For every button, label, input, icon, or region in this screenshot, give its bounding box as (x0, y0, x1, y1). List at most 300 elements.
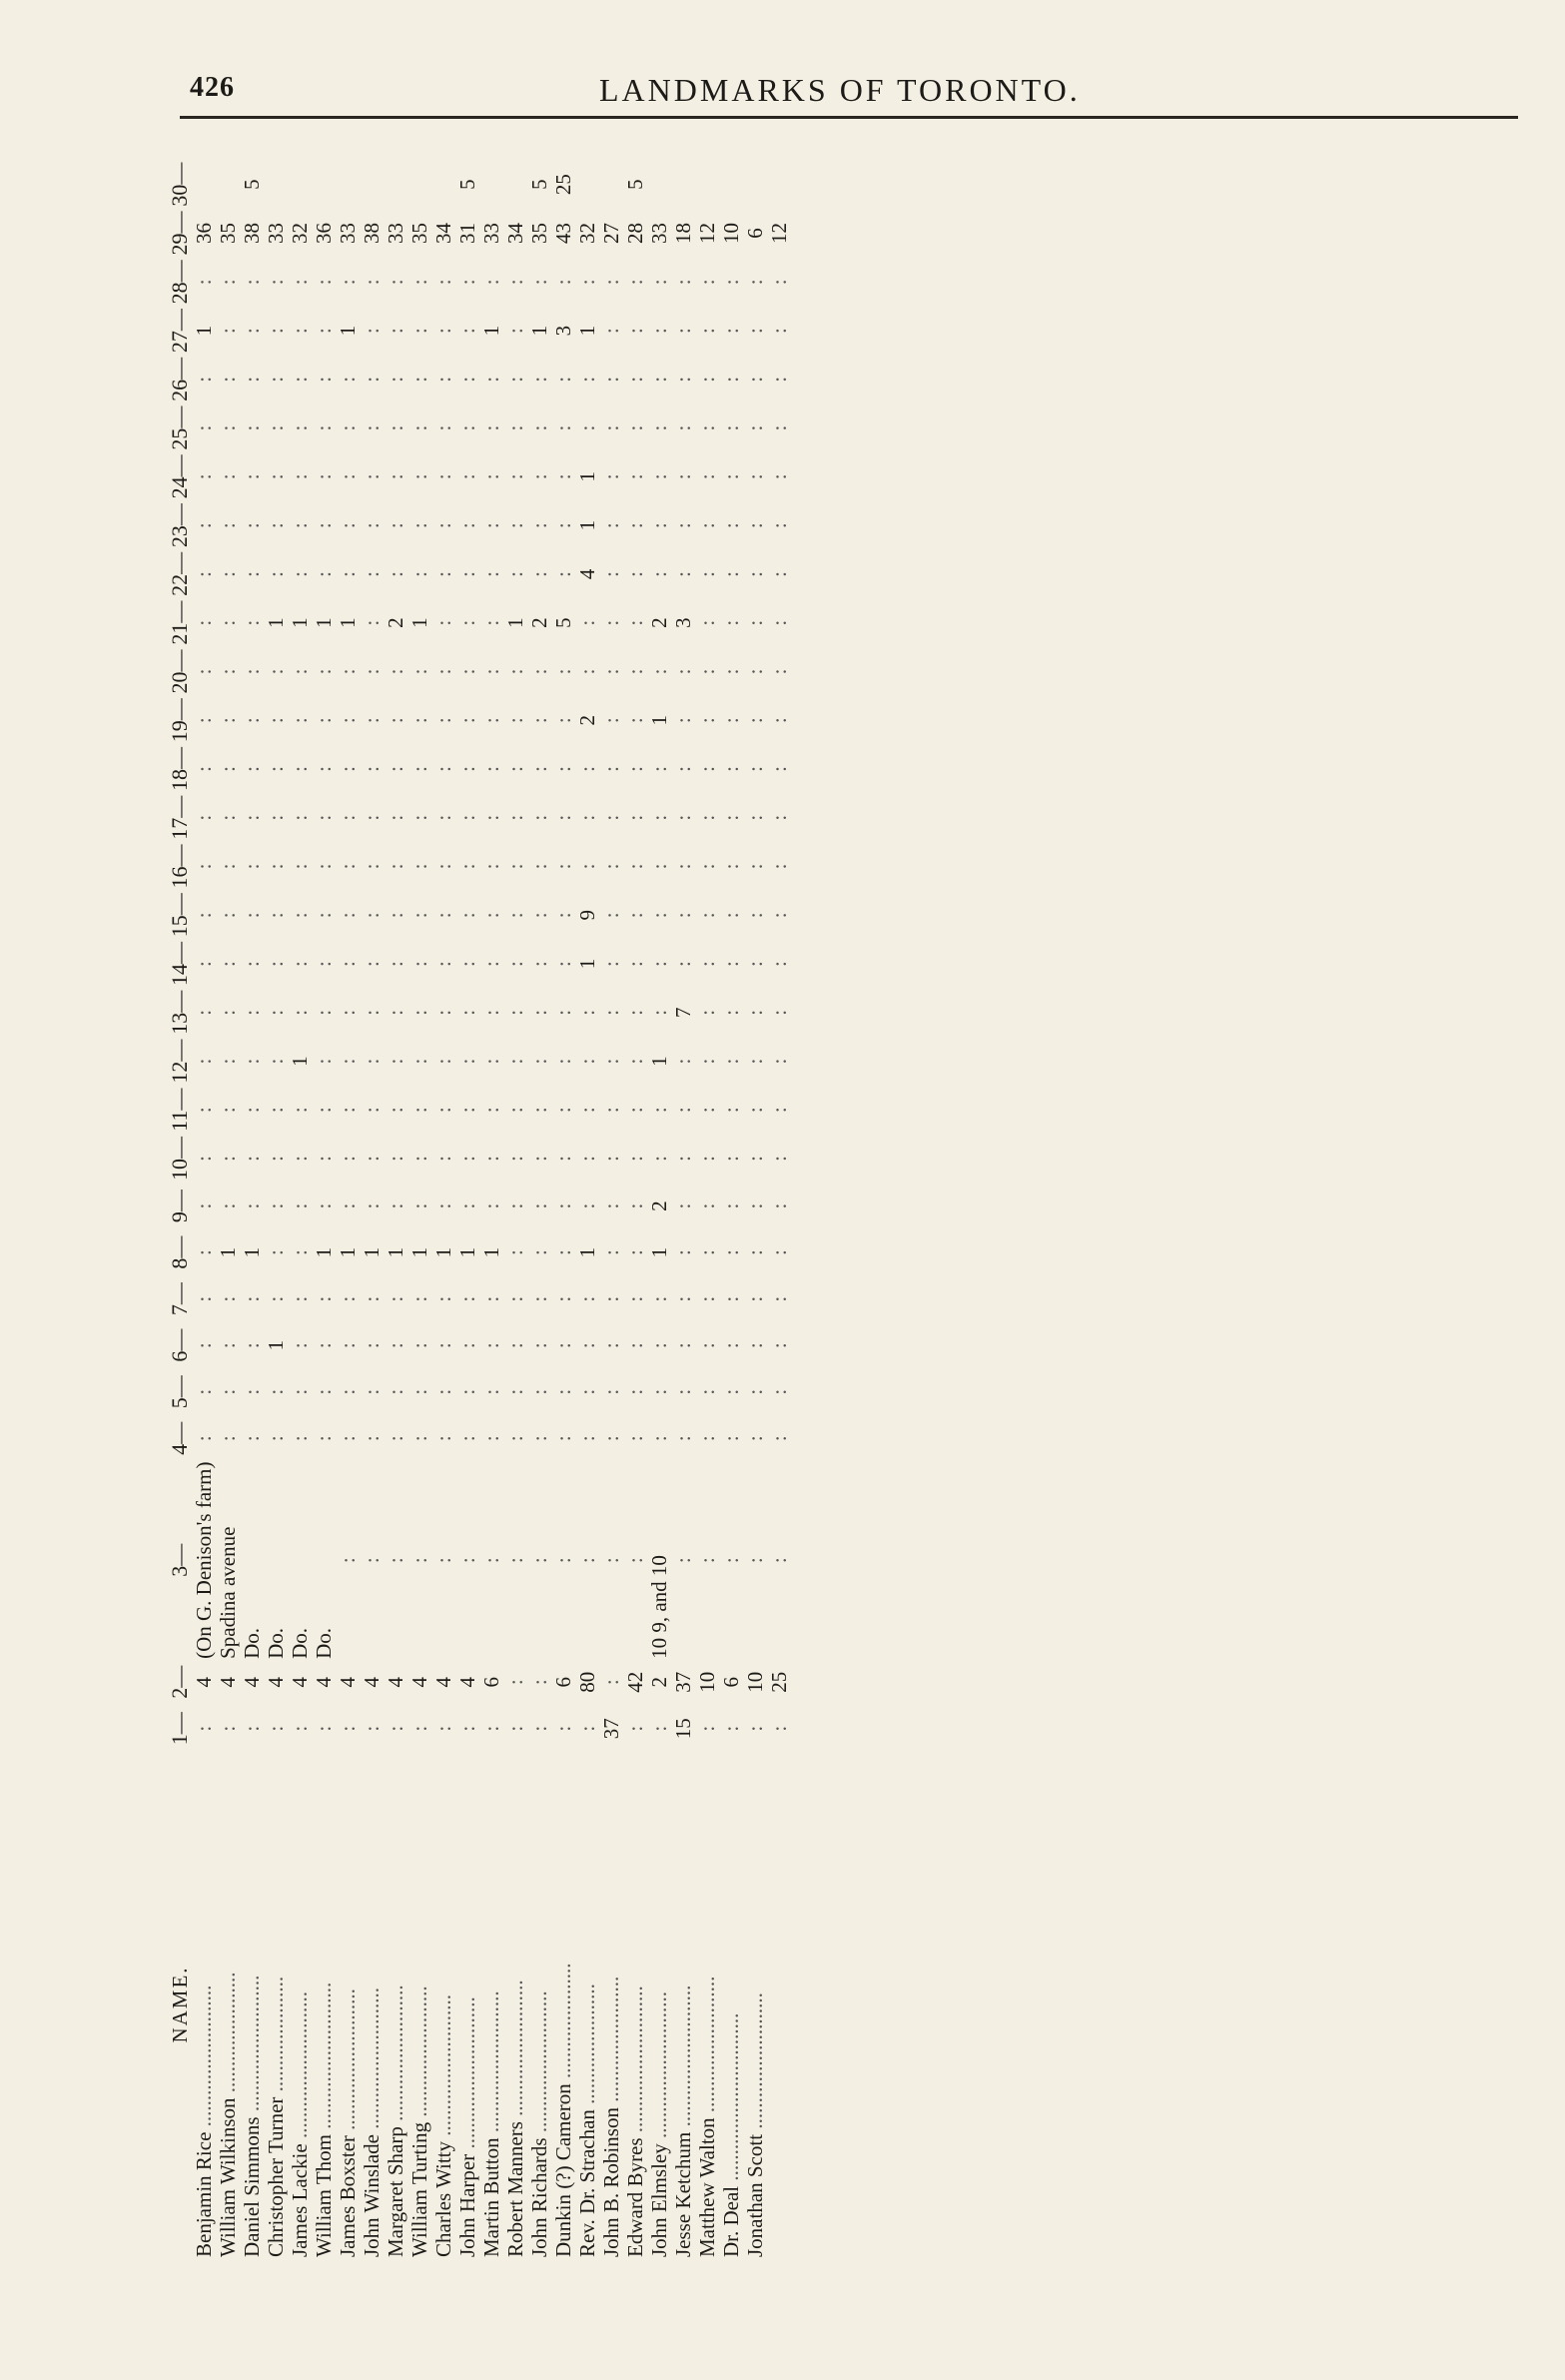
lot-cell: : (599, 961, 623, 967)
lot-cell: : (503, 961, 527, 967)
lot-cell: : (695, 1009, 719, 1016)
lot-cell: : (336, 1107, 360, 1114)
lot-cell: : (719, 1202, 743, 1209)
lot-cell: : (575, 1388, 599, 1395)
owner-name: Dunkin (?) Cameron ...................... (551, 1963, 575, 2257)
lot-cell: : (336, 1342, 360, 1349)
lot-cell: : (192, 1295, 216, 1302)
table-row (312, 160, 336, 2257)
lot-cell: : (455, 668, 479, 675)
lot-cell: : (599, 912, 623, 919)
lot-cell: : (455, 424, 479, 431)
table-row (743, 160, 767, 2257)
lot-header-22: 22— (167, 551, 192, 596)
lot-cell: : (312, 1725, 336, 1732)
lot-cell: 1 (288, 617, 312, 628)
table-row (719, 160, 743, 2257)
lot-cell: : (216, 279, 240, 286)
farm-note: (On G. Denison's farm) (192, 1461, 216, 1659)
lot-cell: : (767, 424, 791, 431)
lot-cell: : (551, 814, 575, 821)
lot-cell: : (479, 912, 503, 919)
owner-name: Benjamin Rice ........................... (192, 1984, 216, 2257)
lot-cell: : (336, 1156, 360, 1162)
lot-cell: : (192, 619, 216, 626)
lot-cell: : (527, 863, 551, 870)
header-rule (180, 116, 1518, 119)
lot-cell: : (264, 1009, 288, 1016)
lot-cell: 4 (407, 1676, 431, 1688)
owner-name: James Boxster ........................... (336, 1988, 360, 2257)
lot-cell: : (695, 424, 719, 431)
lot-cell: : (695, 328, 719, 334)
lot-header-8: 8— (167, 1235, 192, 1269)
lot-cell: 6 (479, 1676, 503, 1688)
lot-cell: : (623, 1295, 647, 1302)
lot-cell: : (288, 1202, 312, 1209)
lot-header-16: 16— (167, 844, 192, 889)
lot-cell: 31 (455, 223, 479, 245)
lot-cell: : (479, 961, 503, 967)
lot-cell: : (623, 1249, 647, 1256)
ditto-note: Do. (264, 1628, 288, 1659)
lot-cell: : (360, 570, 384, 577)
lot-cell: 1 (479, 1246, 503, 1258)
lot-cell: : (551, 570, 575, 577)
lot-cell: : (360, 619, 384, 626)
lot-cell: : (599, 1009, 623, 1016)
lot-cell: : (695, 522, 719, 529)
lot-cell: : (479, 1009, 503, 1016)
lot-cell: : (695, 376, 719, 383)
lot-cell: : (407, 1388, 431, 1395)
lot-header-30: 30— (167, 162, 192, 207)
lot-cell: : (360, 863, 384, 870)
lot-cell: : (503, 1009, 527, 1016)
lot-cell: : (599, 424, 623, 431)
lot-header-29: 29— (167, 211, 192, 256)
lot-cell: : (431, 1058, 455, 1065)
lot-cell: : (647, 961, 671, 967)
owner-name: John Harper ............................. (455, 1996, 479, 2257)
lot-cell: : (192, 570, 216, 577)
lot-cell: : (623, 668, 647, 675)
lot-cell: : (479, 1202, 503, 1209)
lot-cell: 33 (336, 223, 360, 245)
lot-cell: : (599, 619, 623, 626)
lot-cell: : (264, 279, 288, 286)
table-row (288, 160, 312, 2257)
lot-cell: : (695, 1249, 719, 1256)
lot-cell: : (431, 1295, 455, 1302)
lot-header-11: 11— (167, 1088, 192, 1132)
lot-cell: : (216, 1725, 240, 1732)
lot-cell: 4 (312, 1676, 336, 1688)
lot-cell: : (671, 1342, 695, 1349)
lot-cell: : (407, 766, 431, 772)
lot-cell: : (264, 961, 288, 967)
lot-cell: : (551, 1058, 575, 1065)
lot-cell: : (695, 1295, 719, 1302)
lot-cell: : (599, 1249, 623, 1256)
lot-cell: : (240, 1107, 264, 1114)
lot-cell: : (312, 814, 336, 821)
lot-cell: : (719, 1156, 743, 1162)
lot-cell: : (407, 1557, 431, 1564)
owner-name: Matthew Walton .......................... (695, 1976, 719, 2257)
lot-cell: : (551, 1009, 575, 1016)
lot-cell: : (288, 1388, 312, 1395)
lot-cell: : (192, 424, 216, 431)
lot-cell: : (312, 1009, 336, 1016)
lot-cell: : (551, 279, 575, 286)
lot-cell: : (264, 863, 288, 870)
lot-cell: : (240, 328, 264, 334)
lot-cell: : (312, 328, 336, 334)
lot-cell: : (719, 522, 743, 529)
lot-cell: : (503, 376, 527, 383)
lot-cell: : (671, 1107, 695, 1114)
lot-cell (264, 160, 288, 209)
lot-cell: : (431, 1009, 455, 1016)
table-row (336, 160, 360, 2257)
lot-cell: : (527, 1388, 551, 1395)
lot-cell: : (575, 1107, 599, 1114)
lot-cell: : (360, 1156, 384, 1162)
lot-cell: : (360, 717, 384, 724)
lot-cell: : (671, 1557, 695, 1564)
lot-cell: : (240, 1725, 264, 1732)
lots-note: 10 9, and 10 (647, 1555, 671, 1659)
lot-cell: : (503, 1557, 527, 1564)
lot-cell: : (743, 570, 767, 577)
lot-cell: : (288, 1295, 312, 1302)
lot-cell: 1 (288, 1056, 312, 1067)
owner-name: Jonathan Scott .......................... (743, 1992, 767, 2257)
lot-cell: : (623, 279, 647, 286)
lot-cell: : (671, 961, 695, 967)
lot-cell: : (336, 522, 360, 529)
owner-name: William Turting ......................... (407, 1985, 431, 2257)
lot-cell: : (264, 522, 288, 529)
lot-cell: : (695, 766, 719, 772)
lot-cell: 4 (288, 1676, 312, 1688)
lot-cell: : (719, 279, 743, 286)
lot-cell: : (671, 1295, 695, 1302)
lot-cell: 1 (575, 519, 599, 531)
lot-cell: : (407, 328, 431, 334)
lot-cell: : (360, 424, 384, 431)
lot-cell: : (503, 766, 527, 772)
lot-cell: : (767, 1295, 791, 1302)
lot-cell: : (384, 1435, 407, 1442)
lot-cell: : (455, 1435, 479, 1442)
lot-cell: : (695, 863, 719, 870)
lot-cell: : (599, 1156, 623, 1162)
lot-cell: : (192, 279, 216, 286)
lot-cell: : (455, 328, 479, 334)
lot-cell: 2 (384, 617, 407, 628)
lot-cell (216, 160, 240, 209)
lot-cell: : (312, 863, 336, 870)
lot-cell: 33 (384, 223, 407, 245)
lot-cell (431, 160, 455, 209)
owner-name: Jesse Ketchum ........................... (671, 1984, 695, 2257)
page-header (0, 0, 1565, 140)
lot-cell: : (503, 1679, 527, 1686)
ditto-note: Do. (288, 1628, 312, 1659)
lot-cell: : (671, 1156, 695, 1162)
owner-name: James Lackie ............................ (288, 1991, 312, 2257)
lot-cell: : (527, 1435, 551, 1442)
lot-cell: : (503, 1249, 527, 1256)
lot-cell: : (503, 1725, 527, 1732)
lot-cell: : (336, 1202, 360, 1209)
lot-cell: : (527, 814, 551, 821)
lot-header-13: 13— (167, 990, 192, 1035)
lot-cell: : (551, 1435, 575, 1442)
lot-cell: : (647, 766, 671, 772)
lot-cell: : (384, 1557, 407, 1564)
lot-cell: 1 (336, 617, 360, 628)
lot-cell: : (431, 814, 455, 821)
lot-cell: : (743, 619, 767, 626)
lot-cell: : (407, 424, 431, 431)
lot-cell: : (407, 912, 431, 919)
lot-cell: : (384, 1107, 407, 1114)
lot-cell: : (503, 863, 527, 870)
lot-cell: : (623, 1009, 647, 1016)
lot-cell: : (671, 424, 695, 431)
lot-cell: : (767, 473, 791, 480)
lot-cell: : (623, 766, 647, 772)
lot-cell: : (527, 1058, 551, 1065)
lot-cell: : (599, 522, 623, 529)
lot-cell: : (240, 473, 264, 480)
lot-cell: : (479, 766, 503, 772)
lot-cell: : (647, 1107, 671, 1114)
lot-cell: : (647, 1342, 671, 1349)
lot-cell: : (312, 1058, 336, 1065)
lot-header-5: 5— (167, 1375, 192, 1409)
lot-cell: : (575, 766, 599, 772)
lot-cell: : (384, 1156, 407, 1162)
lot-cell: : (527, 912, 551, 919)
lot-cell: 1 (336, 1246, 360, 1258)
lot-cell: : (336, 717, 360, 724)
lot-cell: : (719, 1107, 743, 1114)
lot-cell: : (360, 1557, 384, 1564)
lot-cell: : (288, 668, 312, 675)
lot-cell: : (360, 279, 384, 286)
lot-cell: 5 (240, 179, 264, 190)
lot-cell: : (288, 424, 312, 431)
lot-cell: : (455, 863, 479, 870)
owner-name: Dr. Deal ................................ (719, 2012, 743, 2257)
lot-cell: : (623, 1725, 647, 1732)
lot-cell: 1 (431, 1246, 455, 1258)
lot-cell (647, 160, 671, 209)
lot-cell: : (264, 1156, 288, 1162)
lot-cell: : (647, 376, 671, 383)
lot-cell: : (240, 1388, 264, 1395)
lot-cell: : (527, 1009, 551, 1016)
lot-cell: : (647, 863, 671, 870)
table-row (479, 160, 503, 2257)
lot-cell: : (216, 570, 240, 577)
lot-cell: : (216, 912, 240, 919)
lot-cell: : (479, 279, 503, 286)
lot-cell: : (479, 668, 503, 675)
lot-cell: : (695, 473, 719, 480)
lot-cell: : (623, 424, 647, 431)
lot-cell: : (599, 1107, 623, 1114)
lot-cell: 34 (431, 223, 455, 245)
lot-cell: : (312, 1435, 336, 1442)
lot-cell: : (719, 570, 743, 577)
lot-cell: : (216, 863, 240, 870)
lot-cell (288, 160, 312, 209)
lot-cell: : (479, 570, 503, 577)
lot-cell: 1 (264, 617, 288, 628)
lot-cell: : (503, 1202, 527, 1209)
lot-cell: : (384, 766, 407, 772)
lot-cell: 3 (671, 617, 695, 628)
lot-cell: : (384, 863, 407, 870)
lot-cell: : (455, 1557, 479, 1564)
lot-cell: 12 (767, 223, 791, 245)
lot-cell: : (240, 863, 264, 870)
lot-cell: : (240, 424, 264, 431)
lot-cell: : (455, 1107, 479, 1114)
lot-cell: 32 (288, 223, 312, 245)
lot-cell: : (575, 1156, 599, 1162)
owner-name: Margaret Sharp .......................... (384, 1984, 407, 2257)
lot-cell: : (575, 619, 599, 626)
lot-cell: : (599, 1388, 623, 1395)
lot-cell: : (192, 961, 216, 967)
lot-cell: : (743, 814, 767, 821)
lot-cell: : (240, 1156, 264, 1162)
lot-cell: : (599, 668, 623, 675)
lot-cell: : (479, 1342, 503, 1349)
lot-cell: : (384, 1725, 407, 1732)
lot-cell: : (192, 376, 216, 383)
lot-cell: 37 (599, 1718, 623, 1740)
lot-cell: : (455, 766, 479, 772)
lot-cell: : (264, 1058, 288, 1065)
lot-header-17: 17— (167, 795, 192, 840)
lot-cell: : (192, 1009, 216, 1016)
lot-cell: : (743, 328, 767, 334)
lot-cell: : (599, 1435, 623, 1442)
lot-cell (336, 160, 360, 209)
lot-cell: : (407, 1435, 431, 1442)
lot-cell: : (527, 668, 551, 675)
lot-cell: : (479, 473, 503, 480)
lot-cell: 4 (455, 1676, 479, 1688)
lot-cell: : (503, 570, 527, 577)
lot-cell: : (599, 717, 623, 724)
lot-cell: : (336, 376, 360, 383)
lot-cell: : (527, 424, 551, 431)
lot-header-7: 7— (167, 1282, 192, 1316)
lot-cell: : (599, 376, 623, 383)
lot-cell: : (551, 473, 575, 480)
lot-cell: : (336, 814, 360, 821)
lot-cell: : (719, 863, 743, 870)
lot-cell: : (551, 522, 575, 529)
lot-cell: : (527, 473, 551, 480)
lot-cell: : (360, 1107, 384, 1114)
lot-cell: : (575, 1435, 599, 1442)
lot-cell: 1 (264, 1339, 288, 1351)
running-title: LANDMARKS OF TORONTO. (599, 72, 1081, 108)
lot-cell: : (336, 961, 360, 967)
lot-cell: : (599, 570, 623, 577)
lot-cell: : (360, 1295, 384, 1302)
lot-cell: : (336, 279, 360, 286)
lot-cell: : (360, 1725, 384, 1732)
lot-cell: : (240, 376, 264, 383)
lot-cell: : (312, 376, 336, 383)
lot-cell: : (743, 1725, 767, 1732)
lot-cell: : (743, 424, 767, 431)
lot-cell: : (479, 1725, 503, 1732)
lot-cell: : (575, 279, 599, 286)
lot-cell: : (264, 766, 288, 772)
lot-cell: : (360, 376, 384, 383)
lot-cell: : (599, 1058, 623, 1065)
lot-cell: : (431, 1202, 455, 1209)
lot-cell: 5 (623, 179, 647, 190)
lot-cell: : (719, 912, 743, 919)
lot-table-rotated (168, 160, 867, 2257)
lot-cell: : (431, 376, 455, 383)
lot-cell: 1 (407, 1246, 431, 1258)
lot-cell: 33 (479, 223, 503, 245)
lot-cell: : (288, 717, 312, 724)
lot-cell: 25 (551, 174, 575, 196)
lot-cell: : (767, 1249, 791, 1256)
lot-cell: : (431, 863, 455, 870)
table-row (527, 160, 551, 2257)
lot-cell (719, 160, 743, 209)
lot-cell: : (288, 814, 312, 821)
lot-cell: : (264, 1202, 288, 1209)
lot-cell: : (264, 912, 288, 919)
table-row (575, 160, 599, 2257)
lot-cell: 2 (527, 617, 551, 628)
lot-cell: : (216, 1295, 240, 1302)
lot-cell: : (431, 424, 455, 431)
lot-cell: : (431, 1388, 455, 1395)
lot-header-28: 28— (167, 260, 192, 305)
lot-cell: : (312, 1295, 336, 1302)
lot-cell: : (455, 1342, 479, 1349)
lot-cell: : (527, 1202, 551, 1209)
lot-cell: : (264, 1107, 288, 1114)
lot-cell: : (431, 279, 455, 286)
lot-cell: : (288, 961, 312, 967)
lot-cell: : (336, 1557, 360, 1564)
lot-cell: : (647, 1156, 671, 1162)
lot-cell (479, 160, 503, 209)
owner-name: John Elmsley ............................ (647, 1991, 671, 2257)
lot-cell: : (719, 328, 743, 334)
lot-cell: : (767, 863, 791, 870)
lot-cell: : (455, 619, 479, 626)
